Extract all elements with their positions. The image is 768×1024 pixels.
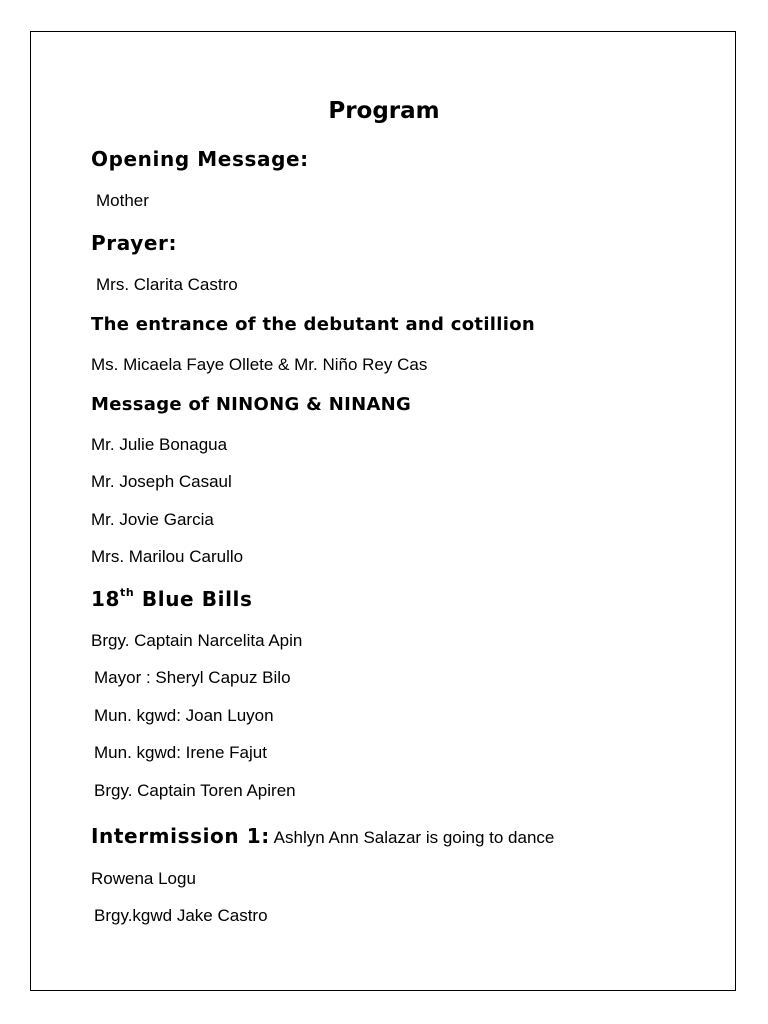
- list-item: Mr. Joseph Casaul: [91, 472, 232, 491]
- prayer-heading: Prayer:: [91, 231, 178, 255]
- intermission-heading: [91, 823, 554, 851]
- blue-bills-number: 18: [91, 587, 121, 611]
- list-item: Brgy. Captain Narcelita Apin: [91, 631, 303, 650]
- list-item: Rowena Logu: [91, 869, 196, 888]
- list-item: Brgy.kgwd Jake Castro: [94, 906, 268, 925]
- intermission-label: Intermission 1:: [91, 824, 270, 848]
- list-item: Mayor : Sheryl Capuz Bilo: [94, 668, 291, 687]
- list-item: Mr. Julie Bonagua: [91, 435, 228, 454]
- list-item: Brgy. Captain Toren Apiren: [94, 781, 296, 800]
- list-item: Mr. Jovie Garcia: [91, 510, 214, 529]
- opening-message-heading: Opening Message:: [91, 147, 309, 171]
- opening-message-speaker: Mother: [96, 191, 149, 210]
- page-title: Program: [328, 98, 440, 124]
- entrance-heading: The entrance of the debutant and cotillion: [91, 314, 535, 335]
- ninong-ninang-heading: Message of NINONG & NINANG: [91, 394, 412, 415]
- prayer-speaker: Mrs. Clarita Castro: [96, 275, 238, 294]
- blue-bills-heading: [91, 586, 253, 612]
- blue-bills-label: Blue Bills: [134, 587, 253, 611]
- list-item: Mun. kgwd: Irene Fajut: [94, 743, 267, 762]
- intermission-description: Ashlyn Ann Salazar is going to dance: [269, 828, 555, 847]
- list-item: Mrs. Marilou Carullo: [91, 547, 244, 566]
- entrance-participants: Ms. Micaela Faye Ollete & Mr. Niño Rey Cas: [91, 355, 428, 374]
- blue-bills-ordinal: th: [120, 586, 135, 600]
- list-item: Mun. kgwd: Joan Luyon: [94, 706, 274, 725]
